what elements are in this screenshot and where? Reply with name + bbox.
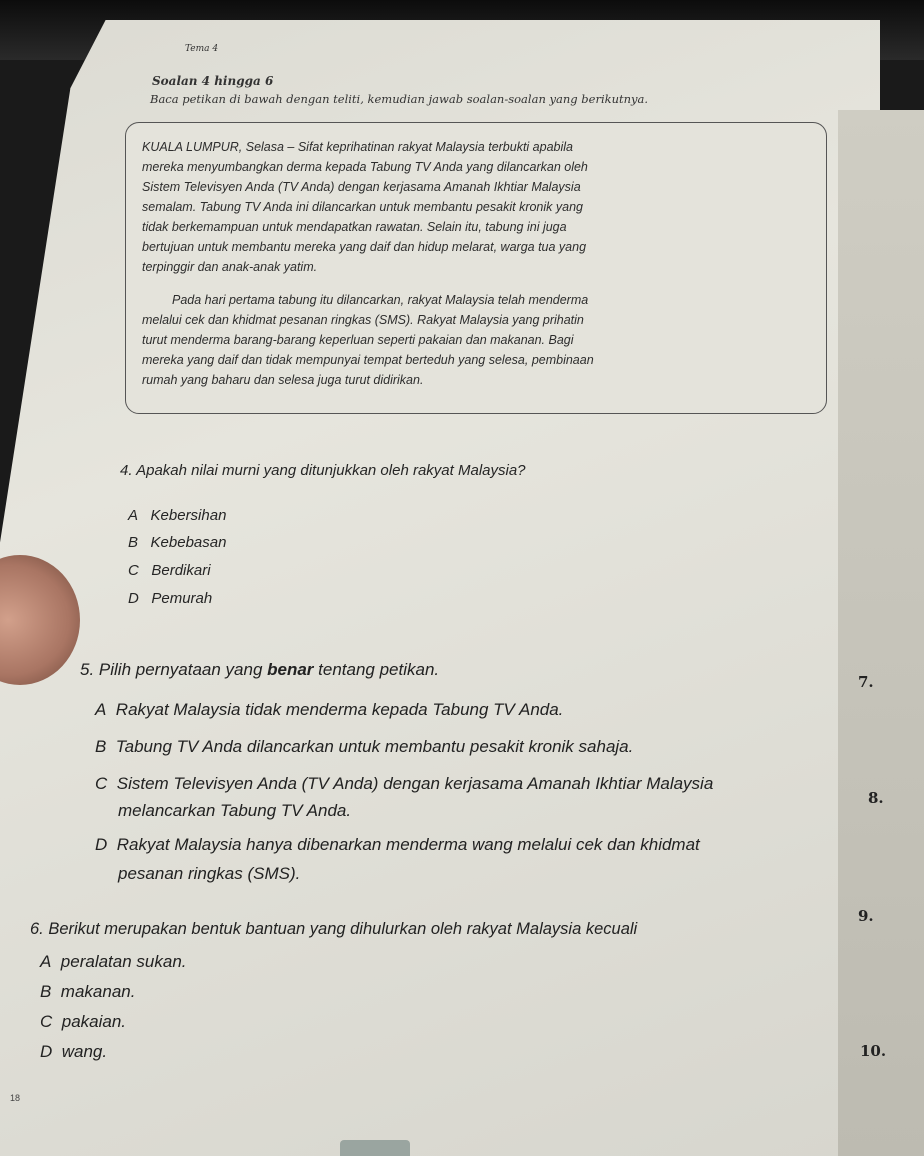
passage-line: Sistem Televisyen Anda (TV Anda) dengan kerjasama Amanah Ikhtiar Malaysia bbox=[142, 180, 581, 194]
q6-option-a[interactable]: A peralatan sukan. bbox=[40, 952, 187, 971]
question-5-stem: 5. Pilih pernyataan yang benar tentang petikan. bbox=[80, 660, 440, 679]
passage-line: tidak berkemampuan untuk mendapatkan rawatan. Selain itu, tabung ini juga bbox=[142, 220, 567, 234]
passage-line: KUALA LUMPUR, Selasa – Sifat keprihatinan rakyat Malaysia terbukti apabila bbox=[142, 140, 573, 154]
instruction: Baca petikan di bawah dengan teliti, kemudian jawab soalan-soalan yang berikutnya. bbox=[150, 92, 649, 106]
q6-option-d[interactable]: D wang. bbox=[40, 1042, 108, 1061]
side-number: 8. bbox=[868, 789, 884, 807]
passage-line: terpinggir dan anak-anak yatim. bbox=[142, 260, 318, 274]
q4-option-b[interactable]: B Kebebasan bbox=[128, 534, 227, 551]
passage-line: semalam. Tabung TV Anda ini dilancarkan untuk membantu pesakit kronik yang bbox=[142, 200, 583, 214]
passage-line: turut menderma barang-barang keperluan seperti pakaian dan makanan. Bagi bbox=[142, 333, 574, 347]
passage-line: melalui cek dan khidmat pesanan ringkas (SMS). Rakyat Malaysia yang prihatin bbox=[142, 313, 584, 327]
page-number: 18 bbox=[10, 1093, 21, 1103]
passage-line: mereka menyumbangkan derma kepada Tabung TV Anda yang dilancarkan oleh bbox=[142, 160, 588, 174]
q6-option-b[interactable]: B makanan. bbox=[40, 982, 136, 1001]
top-label: Tema 4 bbox=[185, 44, 219, 54]
question-6-stem: 6. Berikut merupakan bentuk bantuan yang dihulurkan oleh rakyat Malaysia kecuali bbox=[30, 920, 638, 938]
q6-option-c[interactable]: C pakaian. bbox=[40, 1012, 127, 1031]
section-title: Soalan 4 hingga 6 bbox=[152, 74, 274, 88]
question-4-stem: 4. Apakah nilai murni yang ditunjukkan oleh rakyat Malaysia? bbox=[120, 462, 526, 479]
passage-line: rumah yang baharu dan selesa juga turut didirikan. bbox=[142, 373, 424, 387]
q5-option-d-cont: pesanan ringkas (SMS). bbox=[118, 864, 301, 883]
q5-option-b[interactable]: B Tabung TV Anda dilancarkan untuk membantu pesakit kronik sahaja. bbox=[95, 737, 634, 756]
passage-line: bertujuan untuk membantu mereka yang daif dan hidup melarat, warga tua yang bbox=[142, 240, 587, 254]
q5-option-c[interactable]: C Sistem Televisyen Anda (TV Anda) dengan kerjasama Amanah Ikhtiar Malaysia bbox=[95, 774, 714, 793]
q5-option-d[interactable]: D Rakyat Malaysia hanya dibenarkan menderma wang melalui cek dan khidmat bbox=[95, 835, 700, 854]
side-number: 7. bbox=[858, 673, 874, 691]
side-number: 9. bbox=[858, 907, 874, 925]
next-page-edge bbox=[838, 110, 924, 1156]
bottom-tab bbox=[340, 1140, 410, 1156]
q5-option-a[interactable]: A Rakyat Malaysia tidak menderma kepada Tabung TV Anda. bbox=[95, 700, 564, 719]
side-number: 10. bbox=[860, 1042, 887, 1060]
q4-option-d[interactable]: D Pemurah bbox=[128, 590, 213, 607]
q4-option-c[interactable]: C Berdikari bbox=[128, 562, 211, 579]
q5-option-c-cont: melancarkan Tabung TV Anda. bbox=[118, 801, 352, 820]
passage-line: mereka yang daif dan tidak mempunyai tempat berteduh yang selesa, pembinaan bbox=[142, 353, 594, 367]
passage-line: Pada hari pertama tabung itu dilancarkan, rakyat Malaysia telah menderma bbox=[172, 293, 589, 307]
q4-option-a[interactable]: A Kebersihan bbox=[128, 507, 227, 524]
